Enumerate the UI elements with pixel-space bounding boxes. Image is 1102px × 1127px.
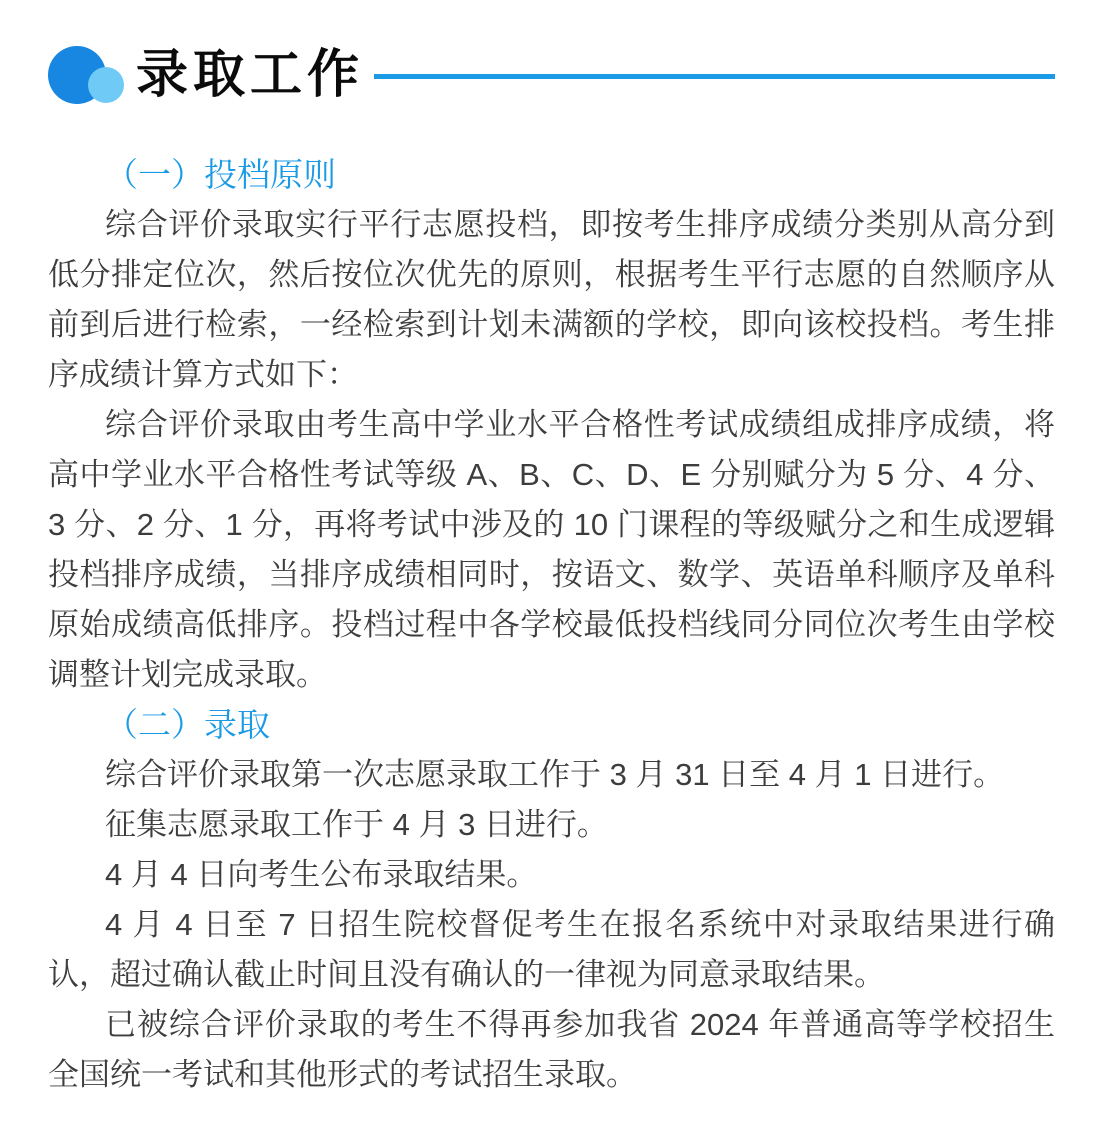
page-header bbox=[0, 0, 1102, 105]
paragraph-admission-first-round: 综合评价录取第一次志愿录取工作于 3 月 31 日至 4 月 1 日进行。 bbox=[105, 757, 1005, 792]
paragraph-admission-restriction: 已被综合评价录取的考生不得再参加我省 2024 年普通高等学校招生全国统一考试和其他形式的考试招生录取。 bbox=[48, 1007, 1055, 1092]
paragraph-dispatch-principles-2: 综合评价录取由考生高中学业水平合格性考试成绩组成排序成绩，将高中学业水平合格性考试等级 A、B、C、D、E 分别赋分为 5 分、4 分、3 分、2 分、1 分，再将考试中涉及的 10 门课程的等级赋分之和生成逻辑投档排序成绩，当排序成绩相同时，按语文、数学、英语单科顺序及单科原始成绩高低排序。投档过程中各学校最低投档线同分同位次考生由学校调整计划完成录取。 bbox=[48, 407, 1055, 692]
document-body bbox=[48, 150, 1055, 1100]
paragraph-admission-confirmation: 4 月 4 日至 7 日招生院校督促考生在报名系统中对录取结果进行确认，超过确认截止时间且没有确认的一律视为同意录取结果。 bbox=[48, 907, 1055, 992]
paragraph-admission-supplementary: 征集志愿录取工作于 4 月 3 日进行。 bbox=[105, 807, 608, 842]
paragraph-dispatch-principles-1: 综合评价录取实行平行志愿投档，即按考生排序成绩分类别从高分到低分排定位次，然后按位次优先的原则，根据考生平行志愿的自然顺序从前到后进行检索，一经检索到计划未满额的学校，即向该校投档。考生排序成绩计算方式如下： bbox=[48, 207, 1055, 392]
header-divider-line bbox=[374, 74, 1055, 79]
paragraph-admission-results-announcement: 4 月 4 日向考生公布录取结果。 bbox=[105, 857, 538, 892]
page-title: 录取工作 bbox=[136, 46, 365, 104]
section-heading-admission: （二）录取 bbox=[105, 706, 270, 743]
logo-circle-small-icon bbox=[88, 67, 124, 103]
logo bbox=[48, 46, 124, 104]
section-heading-dispatch-principles: （一）投档原则 bbox=[105, 156, 336, 193]
